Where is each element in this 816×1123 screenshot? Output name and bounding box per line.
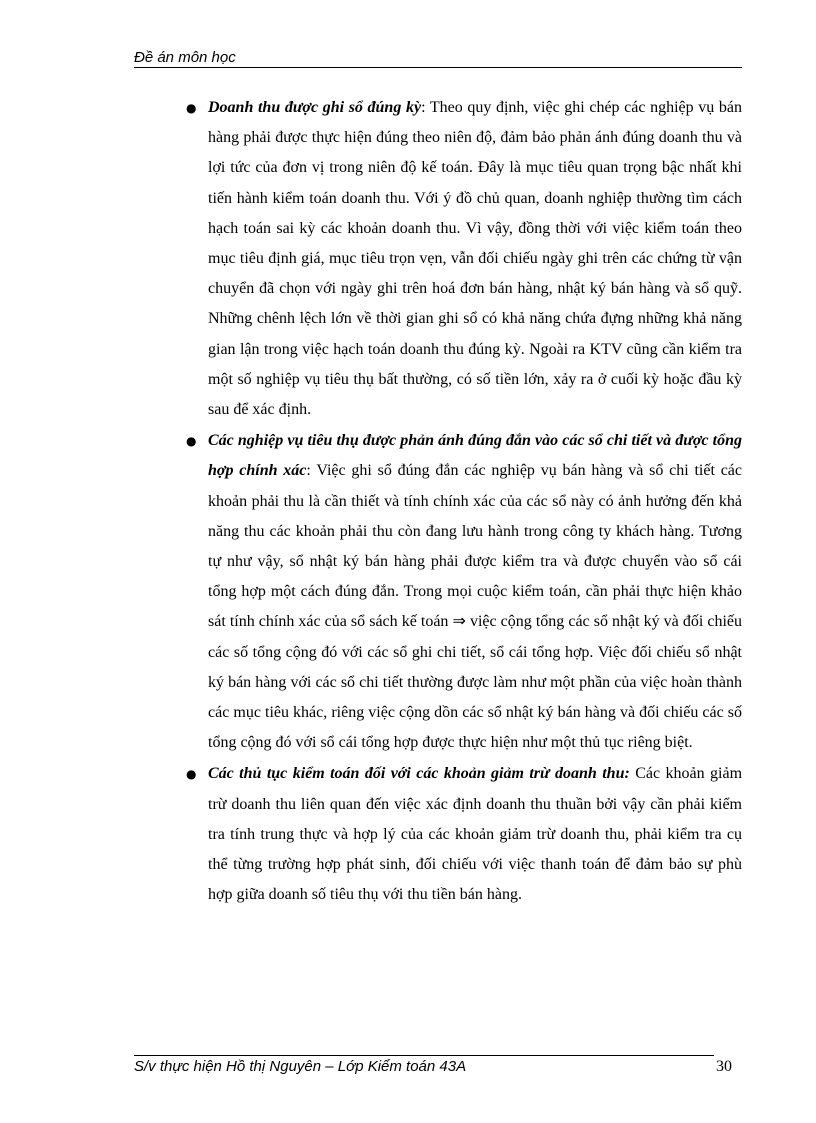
bullet-paragraph [208,759,742,910]
bullet-text: : Theo quy định, việc ghi chép các nghiệp vụ bán hàng phải được thực hiện đúng theo niên độ, đảm bảo phản ánh đúng doanh thu và lợi tức của đơn vị trong niên độ kế toán. Đây là mục tiêu quan trọng bậc nhất khi tiến hành kiểm toán doanh thu. Với ý đồ chủ quan, doanh nghiệp thường tìm cách hạch toán sai kỳ các khoản doanh thu. Vì vậy, đồng thời với việc kiểm toán theo mục tiêu định giá, mục tiêu trọn vẹn, vẫn đối chiếu ngày ghi trên các chứng từ vận chuyển đã chọn với ngày ghi trên hoá đơn bán hàng, nhật ký bán hàng và sổ quỹ. Những chênh lệch lớn về thời gian ghi sổ có khả năng chứa đựng những khả năng gian lận trong việc hạch toán doanh thu đúng kỳ. Ngoài ra KTV cũng cần kiểm tra một số nghiệp vụ tiêu thụ bất thường, có số tiền lớn, xảy ra ở cuối kỳ hoặc đầu kỳ sau để xác định. [208,99,742,419]
bullet-icon: ● [186,767,197,782]
page-header [134,50,742,68]
bullet-item [186,93,742,425]
bullet-icon: ● [186,434,197,449]
bullet-paragraph [208,93,742,425]
bullet-text: Các khoản giảm trừ doanh thu liên quan đến việc xác định doanh thu thuần bởi vậy cần phải kiểm tra tính trung thực và hợp lý của các khoản giảm trừ doanh thu, phải kiểm tra cụ thể từng trường hợp phát sinh, đối chiếu với việc thanh toán để đảm bảo sự phù hợp giữa doanh số tiêu thụ với thu tiền bán hàng. [208,765,743,904]
bullet-paragraph [208,426,742,758]
footer-divider [134,1055,714,1056]
footer-author: S/v thực hiện Hồ thị Nguyên – Lớp Kiểm toán 43A [134,1058,467,1075]
page-number: 30 [716,1058,732,1075]
bullet-text: : Việc ghi sổ đúng đắn các nghiệp vụ bán hàng và sổ chi tiết các khoản phải thu là cần thiết và tính chính xác của các sổ này có ảnh hưởng đến khả năng thu các khoản phải thu còn đang lưu hành trong công ty khách hàng. Tương tự như vậy, sổ nhật ký bán hàng phải được kiểm tra và được chuyển vào sổ cái tổng hợp một cách đúng đắn. Trong mọi cuộc kiểm toán, cần phải thực hiện khảo sát tính chính xác của sổ sách kế toán ⇒ việc cộng tổng các sổ nhật ký và đối chiếu các số tổng cộng đó với các sổ ghi chi tiết, sổ cái tổng hợp. Việc đối chiếu sổ nhật ký bán hàng với các sổ chi tiết thường được làm như một phần của việc hoàn thành các mục tiêu khác, riêng việc cộng dồn các sổ nhật ký bán hàng và đối chiếu các số tổng cộng đó với sổ cái tổng hợp được thực hiện như một thủ tục riêng biệt. [208,462,743,752]
bullet-term: Các nghiệp vụ tiêu thụ được phản ánh đúng đắn vào các sổ chi tiết và được tổng hợp chính xác [208,432,742,480]
bullet-term: Doanh thu được ghi sổ đúng kỳ [208,99,422,116]
bullet-item [186,759,742,910]
bullet-icon: ● [186,101,197,115]
bullet-term: Các thủ tục kiểm toán đối với các khoản giảm trừ doanh thu: [208,765,630,783]
header-title: Đề án môn học [134,49,236,66]
body-content [186,93,742,911]
bullet-item [186,426,742,758]
